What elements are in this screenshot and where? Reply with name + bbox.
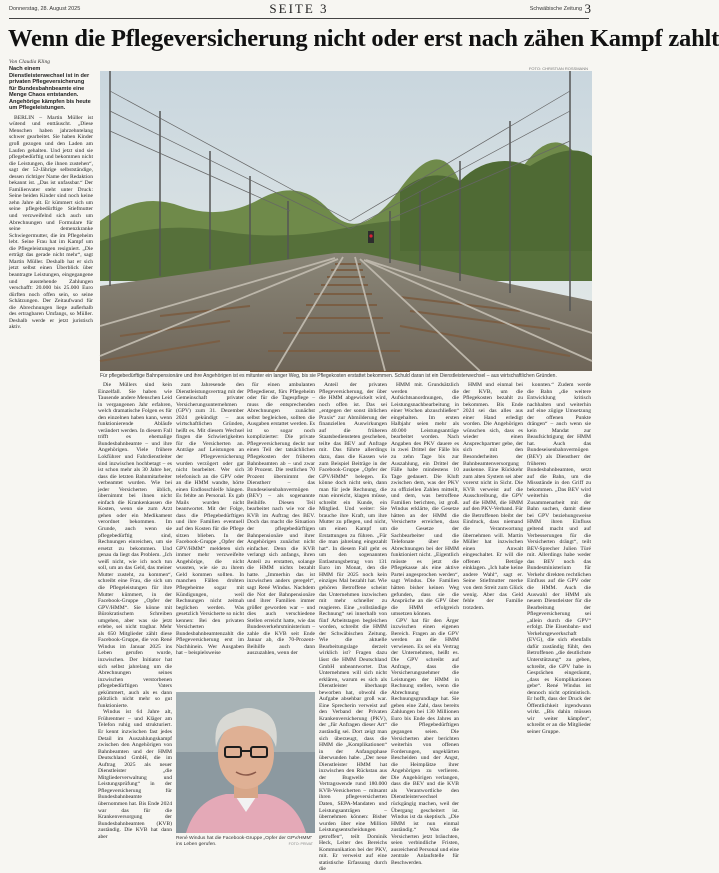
section-title: SEITE 3 (269, 1, 329, 16)
article-paragraph: HMM mit. Grundsätzlich werden die Aufsichtsanordnungen, die Leistungsnachbearbeitung in einer Wochen abzuschließen“ eingehalten. Im ersten Halbjahr seien mehr als 40.000 Leistungsanträge bearbeitet worden. Nach Angaben des PKV dauere es in zwei Drittel der Fälle bis zu zehn Tage bis zur Auszahlung, ein Drittel der Fälle habe mindestens 10 Tage gedauert. Die Kluft zwischen dem, was der PKV zu offiziellen Zahlen mitteilt, und dem, was betroffene Familien berichten, ist groß. Windus erklärte, die Gesetze hätten an der HMM die Versicherte erreichen, dass die Gesetze der Sachbearbeiter und die Telefonate über die Abrechnungen bei der HMM funktioniert nicht. „Eigentlich müsste es jetzt die Pflegekasse als eine aktive Partei angesprochen werden“, sagt Windus. Die Familien hätten bisher keinen Weg gefunden, dass sie die Ansprüche an die GPV über die HMM erfolgreich umsetzen können. (391, 382, 459, 618)
portrait-caption (176, 836, 315, 848)
railway-photo (100, 71, 592, 371)
publication-name: Schwäbische Zeitung (529, 6, 582, 12)
issue-date: Donnerstag, 28. August 2025 (9, 6, 81, 12)
article-paragraph: BERLIN – Martin Müller ist wütend und enttäuscht. „Diese Menschen haben jahrzehntelang schwer gearbeitet. Sie haben Kinder groß gezogen und den Laden am Laufen gehalten. Und jetzt sind sie pflegebedürftig und bekommen nicht die Leistungen, die ihnen zustehen“, sagt der 52-Jährige selbstständige, dessen richtiger Name der Redaktion bekannt ist. „Das ist unfassbar.“ Der Familienvater steht unter Druck: Seine beiden Kinder sind noch keine zehn Jahre alt. Er kümmert sich um seine pflegebedürftige Stiefmutter und verzweifelnd sich auch um Abrechnungen und Formulare für seine demenzkranke Schwiegermutter, die im Pflegeheim lebt. Seine Frau hat im Kampf um die Pflegeleistungen resigniert. „Die erträgt das gerade nicht mehr“, sagt Martin Müller. Deshalb hat er sich jetzt selbst einen Überblick über beantragte Leistungen, eingegangene und ausstehende Zahlungen verschafft: 20.000 bis 25.000 Euro dürften noch offen sein, so seine Schätzungen. Der Zeitaufwand für die Abrechnungen liege außerhalb des ertragbaren Umfangs, so Müller. Deshalb werde er jetzt juristisch aktiv. (9, 114, 93, 331)
article-paragraph: Die Müllers sind kein Einzelfall. Sie haben wie Tausende andere Menschen Leid in vergangenen Jahr erfahren, welch dramatische Folgen es für den einzelnen haben kann, wenn funktionierende Abläufe verändert werden. In diesem Fall trifft es ehemalige Bundesbahnbeamte – und ihre Angehörigen. Viele frühere Lokführer und Fahrdienstleiter sind inzwischen hochbetagt – es ist schon mehr als 30 Jahre her, dass die letzten Bahnmitarbeiter verbeamtet wurden. Wie bei jeder Versicherten üblich, übernimmt bei ihnen nicht einfach die Krankenkassen die Kosten, wenn sie zum Arzt gehen oder ein Medikament verordnet bekommen. Im Grunde, auch wenn sie pflegebedürftig sind, Rechnungen einreichen, um sie ersetzt zu bekommen. Und genau da liegt das Problem. „Ich weiß nicht, wie ich noch tun soll, um an das Geld, das meiner Mutter zusteht, zu kommen“, schreibt eine Frau, die sich um die Pflegeleistungen für ihre Mutter kümmert, in der Facebook-Gruppe „Opfer der GPV/HMM“. Sie könne mit Bürokratischem Schreiben umgehen, aber was sie jetzt erlebe, sei nicht tragbar. Mehr als 650 Mitglieder zählt diese Facebook-Gruppe, die von René Windus im Januar 2025 ins Leben gerufen wurde, inzwischen. Der Initiator hat sich selbst jahrelang um die Abrechnungen seines inzwischen verstorbenen pflegebedürftigen Vaters gekümmert, auch als es dann plötzlich nicht mehr so gut funktionierte. (98, 382, 172, 709)
portrait-caption-text: René Windus hat die Facebook-Gruppe „Opfer der GPV/HMM“ ins Leben gerufen. (176, 836, 313, 847)
byline: Von Claudia Kling (9, 59, 50, 65)
page-number: 3 (584, 1, 591, 16)
portrait-photo (176, 692, 315, 833)
article-column-8 (527, 382, 591, 866)
photo-credit: FOTO: CHRISTIAN ROSSMANN (528, 66, 588, 71)
header-rule (9, 18, 589, 19)
portrait-credit: FOTO: PRIVAT (288, 842, 313, 846)
article-column-2 (98, 382, 172, 866)
article-lead: Nach einem Dienstleisterwechsel ist in der privaten Pflegeversicherung für Bundesbahnbeamte eine Menge Chaos entstanden. Angehörige kämpfen bis heute um Pflegeleistungen. (9, 66, 91, 112)
article-paragraph: konnten.“ Zudem werde die Bahn „die weitere Entwicklung kritisch nachhalten und weiterhin auf eine zügige Umsetzung der offenen Punkte drängen“ – auch wenn sie kein Mandat zur Beaufsichtigung der HMM hat. Auch das Bundeseisenbahnvermögen (BEV) als Dienstherr der früheren Bundesbahnbeamten, setzt auf die Bahn, um die Missstände in den Griff zu bekommen. „Das BEV wird weiterhin die Zusammenarbeit mit der Bahn suchen, damit diese bei GPV beziehungsweise HMM ihren Einfluss geltend macht und auf Verbesserungen für die Versicherten drängt“, teilt BEV-Sprecher Julien Türé mit. Allerdings habe weder das BEV noch das Bundesministerium für Verkehr direkten rechtlichen Einfluss auf die GPV oder die HMM. Auch die Auswahl der HMM als neuem Dienstleister für die Bearbeitung der Pflegeversicherung sei „allein durch die GPV“ erfolgt. Die Eisenbahn- und Verkehrsgewerkschaft (EVG), die sich ebenfalls dafür zuständig fühlt, den Betroffenen „die deutlichste Unterstützung“ zu geben, schreibt, die GPV habe in Gesprächen eingeräumt, „dass es Komplikationen gebe“. René Windus ist dennoch nicht optimistisch. Er hofft, dass der Druck der Öffentlichkeit irgendwann wirkt. „Bis dahin müssen wir weiter kämpfen“, schreibt er an die Mitglieder seiner Gruppe. (527, 382, 591, 735)
photo-caption: Für pflegebedürftige Bahnpensionäre und ihre Angehörigen ist es mitunter ein langer Weg, bis sie Pflegekosten erstattet bekommen. Schuld daran ist ein Dienstleisterwechsel – aus wirtschaftlichen Gründen. (100, 373, 557, 379)
article-column-7 (463, 382, 523, 866)
article-column-6 (391, 382, 459, 866)
article-paragraph: Windus ist 64 Jahre alt, Frührentner – und Kläger am Telefon ruhig und strukturiert. Er kennt inzwischen fast jedes Detail im Auszahlungskampf zwischen den Angehörigen von Bahnbeamten und der HMM Deutschland GmbH, die im Auftrag 2025 als neuer Dienstleister „die Mitgliederverwaltung und Leistungsprüfung“ in der Pflegeversicherung für Bundesbahnbeamte übernommen hat. Bis Ende 2024 war das für die Krankenversorgung der Bundesbahnbeamten (KVB) zuständig. Die KVB hat dann aber (98, 709, 172, 840)
article-paragraph: zum Jahresende den Dienstleistungsvertrag mit der Gemeinschaft privater Versicherungsunternehmen (GPV) zum 31. Dezember 2024 gekündigt – aus wirtschaftlichen Gründen, heißt es. Mit diesem Wechsel fingen die Schwierigkeiten für die Versicherten an. Anträge auf Leistungen an der Pflegeversicherung wurden verzögert oder gar nicht bearbeitet. Wer sich telefonisch an die GPV oder an die HMM wandte, hörte einen Endlosschleife hängen. Es fehlte an Personal. Es gab Mails wurden nicht beantwortet. Mit der Folge, dass die Pflegebedürftigen und ihre Familien eventuell auf den Kosten für die Pflege sitzen blieben. In der Facebook-Gruppe „Opfer der GPV/HMM“ meldeten sich immer mehr verzweifelte Angehörige, die nicht wussten, wie sie zu ihrem Geld kommen sollten. In manchen Fällen drohten Pflegeheime sogar mit Kündigungen, weil Rechnungen nicht zeitnah beglichen werden. Was gesetzlich Versicherte so nicht kennen: Bei den privaten Versicherten Bundesbahnbeamtenzahlt die Pflegeversicherung erst im Nachhinein. Wer Ausgaben hat – beispielsweise (176, 382, 244, 657)
article-paragraph: für einen ambulanten Pflegedienst, fürs Pflegeheim oder für die Tagespflege – muss die entsprechenden Abrechnungen zunächst selbst begleichen, sollten die Ausgaben erstattet werden. Es ist so sogar noch komplizierter: Die private Pflegeversicherung deckt nur einen Teil der tatsächlichen Pflegekosten der früheren Bahnbeamten ab – und zwar 30 Prozent. Die restlichen 70 Prozent übernimmt der Dienstherr – das Bundeseisenbahnvermögen (BEV) – als sogenannte Beihilfe. Diesen Teil bearbeitet nach wie vor die KVB im Auftrag des BEV. Doch das macht die Situation der pflegebedürftigen Bahnpensionäre und ihrer Angehörigen zunächst nicht einfacher. Denn die KVB verlangt sich anfangs, ihren Anteil zu erstatten, solange die HMM nichts bezahlt hatte. „Immerhin das ist inzwischen anders geregelt“, sagt René Windus. Nachdem die Not der Bahnpensionäre und ihrer Familien immer größer geworden war – und dies auch verschiedene Stellen erreicht hatte, wie das Bundesverkehrsministerium – zahle die KVB seit Ende Januar ab, die 70-Prozent-Beihilfe auch dann auszuzahlen, wenn der (247, 382, 315, 657)
article-paragraph: Anteil der privaten Pflegeversicherung, der über die HMM abgewickelt wird, noch offen ist. Das sei „entgegen der sonst üblichen Praxis“ zur Abmilderung der finanziellen Auswirkungen auf die früheren Staatsbediensteten geschehen, teilte das BEV auf Anfrage mit. Das führte allerdings dazu, dass die Kassen wie zum Beispiel Beiträge in der Facebook-Gruppe „Opfer der GPV/HMM“ belegen. Es könne doch nicht sein, dann man für jede Rechnung, die man einreicht, klagen müsse, schreibt ein Kunde, ein Mitglied. Und weiter: Sie brauche ihre Kraft, um ihre Mutter zu pflegen, und nicht, um einen Kampf um Erstattungen zu führen. „Für die man jahrelang eingezahlt hat“. In diesem Fall geht es um den sogenannten Entlastungsbetrag von 131 Euro im Monat, den die HMM für 2025 noch kein einziges Mal bezahlt hat. Wie gehören Betroffene scheint das Unternehmen inzwischen mit mehr schneller zu reagieren. Eine „vollständige Rechnung“ sei innerhalb von fünf Arbeitstagen begleichen worden, schreibt die HMM der Schwäbischen Zeitung. Wie die aktuelle Bearbeitungslage derzeit wirklich ist? Fragen dazu lässt die HMM Deutschland GmbH unbeantwortet. Das Unternehmen will sich nicht erklären, warum es sich als Dienstleister überhaupt beworben hat, obwohl die Aufgabe absehbar groß war. Eine Sprecherin verweist auf den Verband der Privaten Krankenversicherung (PKV), der „für Anfragen dieser Art“ zuständig sei. Dort zeigt man sich überzeugt, dass die HMM die „Komplikationen“ in der Anfangsphase überwunden habe. „Der neue Dienstleister HMM hat inzwischen den Rückstau aus der Bugwelle der Vertragswende rund 180.000 KVB-Versicherten – mitsamt ihren pflegeversicherten Daten, SEPA-Mandaten und Leistungsanträgen – übernehmen können: Bisher wurden über eine Million Leistungsentscheidungen getroffen“, teilt Dominik Heck, Leiter des Bereichs Kommunikation bei der PKV, mit. Er verweist auf eine statistische Erfassung durch die (319, 382, 387, 873)
article-column-4 (247, 382, 315, 688)
headline: Wenn die Pflegeversicherung nicht oder erst nach zähen Kampf zahlt (8, 25, 719, 52)
page-header (0, 0, 598, 16)
article-column-5 (319, 382, 387, 873)
article-column-3 (176, 382, 244, 688)
article-column-1 (9, 66, 93, 866)
article-paragraph: HMM und einmal bei der KVB, um die Pflegekosten bezahlt zu bekommen. Bis Ende 2024 sei das alles aus einer Hand erledigt worden. Die Angehörigen wünschen sich, dass es wieder einen Ansprechpartner gebe, der sich mit den Besonderheiten der Bahnbeamtenversorgung auskenne. Eine Rückkehr zum alten System sei aber vorerst nicht in Sicht. Die KVB verweist auf die Ausschreibung, die GPV auf die HMM, die HMM auf den PKV-Verband. Für die Betroffenen bleibt der Eindruck, dass niemand die Verantwortung übernehmen will. Martin Müller hat inzwischen einen Anwalt eingeschaltet. Er will die offenen Beträge einklagen. „Ich habe keine andere Wahl“, sagt er. Seine Stiefmutter merke von dem Streit zum Glück wenig. Aber das Geld fehle der Familie trotzdem. (463, 382, 523, 611)
article-paragraph: GPV hat für den Ärger inzwischen einen eigenen Bereich. Fragen an die GPV werden an die HMM verwiesen. Es sei ein Vertrag der Unternehmen, heißt es. Die GPV schreibt auf Anfrage, dass die Versicherungsnehmer die Leistungen der HMM in Rechnung stellen, wenn die Abrechnung eine Rechnungsgrundlage hat. Sie geben eine Zahl, dass bereits Zahlungen bei 130 Millionen Euro bis Ende des Jahres an die Pflegebedürftigen gegangen seien. Die Versicherten aber berichten weiterhin von offenen Forderungen, ungeklärten Bescheiden und der Angst, die Heimplätze ihrer Angehörigen zu verlieren. Die Angehörigen verlangen, dass die BEV und die KVB als Verantwortliche den Dienstleisterwechsel rückgängig machen, weil der Übergang gescheitert ist. Windus ist da skeptisch. „Die HMM ist nun einmal zuständig.“ Was die Versicherten jetzt bräuchten, seien verbindliche Fristen, ausreichend Personal und eine zentrale Anlaufstelle für Beschwerden. (391, 617, 459, 866)
